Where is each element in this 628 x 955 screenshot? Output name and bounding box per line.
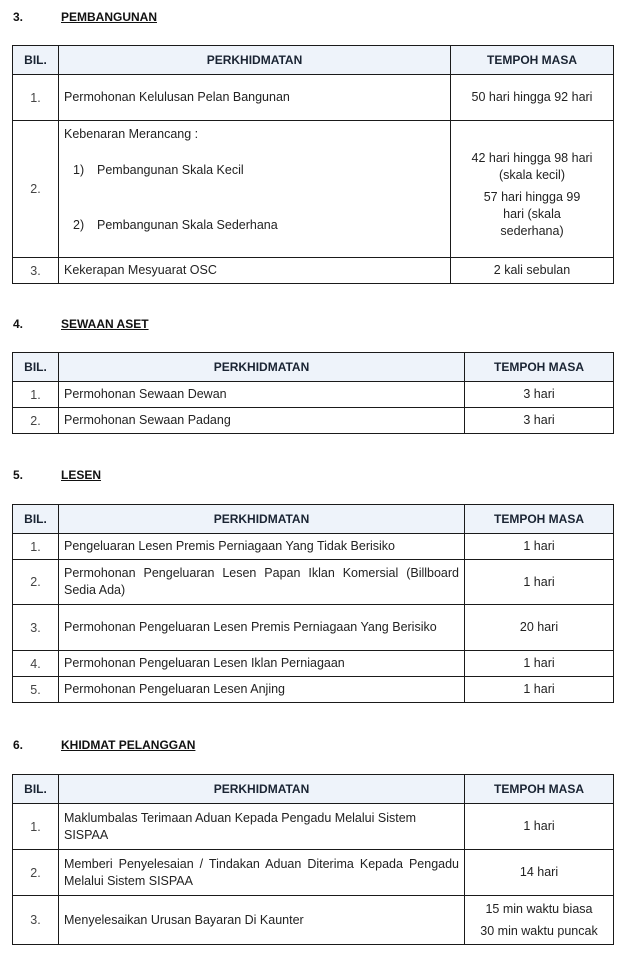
- table-row: 3. Permohonan Pengeluaran Lesen Premis Perniagaan Yang Berisiko 20 hari: [13, 605, 614, 651]
- section-title-pembangunan: 3. PEMBANGUNAN: [13, 10, 157, 24]
- table-header: [13, 46, 614, 75]
- table-header: BIL. PERKHIDMATAN TEMPOH MASA: [13, 505, 614, 534]
- table-row: 2. Permohonan Pengeluaran Lesen Papan Iklan Komersial (Billboard Sedia Ada) 1 hari: [13, 560, 614, 605]
- table-lesen: [12, 504, 614, 703]
- header-tempoh: TEMPOH MASA: [451, 46, 614, 75]
- section-title-sewaan-aset: 4. SEWAAN ASET: [13, 317, 149, 331]
- table-header: BIL. PERKHIDMATAN TEMPOH MASA: [13, 775, 614, 804]
- table-row: 5. Permohonan Pengeluaran Lesen Anjing 1 hari: [13, 677, 614, 703]
- header-bil: BIL.: [13, 46, 59, 75]
- table-row: 3. Kekerapan Mesyuarat OSC 2 kali sebulan: [13, 258, 614, 284]
- sub-item: 1) Pembangunan Skala Kecil: [73, 163, 244, 177]
- table-row: 1. Permohonan Sewaan Dewan 3 hari: [13, 382, 614, 408]
- table-row: 1. Pengeluaran Lesen Premis Perniagaan Yang Tidak Berisiko 1 hari: [13, 534, 614, 560]
- table-pembangunan: [12, 45, 614, 284]
- section-title-lesen: 5. LESEN: [13, 468, 102, 482]
- section-title-khidmat-pelanggan: 6. KHIDMAT PELANGGAN: [13, 738, 196, 752]
- table-khidmat-pelanggan: [12, 774, 614, 945]
- header-perkhidmatan: PERKHIDMATAN: [59, 46, 451, 75]
- table-sewaan-aset: [12, 352, 614, 434]
- table-header: BIL. PERKHIDMATAN TEMPOH MASA: [13, 353, 614, 382]
- table-row: 2. Memberi Penyelesaian / Tindakan Aduan Diterima Kepada Pengadu Melalui Sistem SISPAA 14 hari: [13, 850, 614, 896]
- table-row: 2. Permohonan Sewaan Padang 3 hari: [13, 408, 614, 434]
- table-row: 1. Permohonan Kelulusan Pelan Bangunan 50 hari hingga 92 hari: [13, 75, 614, 121]
- table-row: 4. Permohonan Pengeluaran Lesen Iklan Perniagaan 1 hari: [13, 651, 614, 677]
- table-row: 2. Kebenaran Merancang : 1) Pembangunan Skala Kecil 2) Pembangunan Skala Sederhana 42 hari hingga 98 hari (skala kecil) 57 hari hingga 99 hari (skala sederhana): [13, 121, 614, 258]
- sub-item: 2) Pembangunan Skala Sederhana: [73, 218, 278, 232]
- table-row: 3. Menyelesaikan Urusan Bayaran Di Kaunter 15 min waktu biasa 30 min waktu puncak: [13, 896, 614, 945]
- table-row: 1. Maklumbalas Terimaan Aduan Kepada Pengadu Melalui Sistem SISPAA 1 hari: [13, 804, 614, 850]
